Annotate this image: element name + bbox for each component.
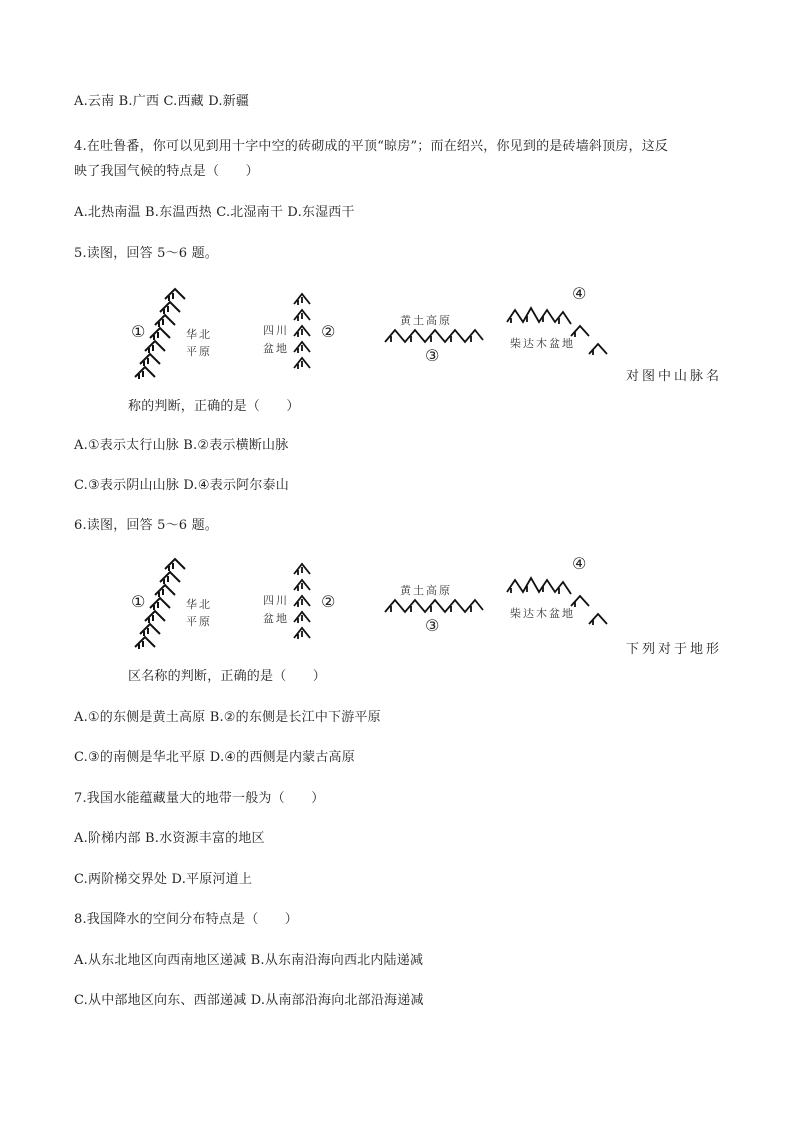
q5-options-line2: C.③表示阴山山脉 D.④表示阿尔泰山	[74, 478, 289, 493]
label-qaidam-basin: 柴达木盆地	[510, 607, 575, 620]
q8-stem: 8.我国降水的空间分布特点是（ ）	[74, 912, 299, 927]
q4-options: A.北热南温 B.东温西热 C.北湿南干 D.东湿西干	[74, 205, 355, 220]
mountain-range-3-icon	[383, 592, 483, 616]
marker-4: ④	[572, 554, 587, 573]
q6-intro: 6.读图，回答 5～6 题。	[74, 518, 219, 533]
label-loess-plateau: 黄土高原	[400, 584, 452, 597]
marker-1: ①	[131, 322, 146, 341]
marker-2: ②	[321, 592, 336, 611]
mountain-range-3-icon	[383, 322, 483, 346]
q8-options-line1: A.从东北地区向西南地区递减 B.从东南沿海向西北内陆递减	[74, 953, 424, 968]
q7-stem: 7.我国水能蕴藏量大的地带一般为（ ）	[74, 791, 325, 806]
mountain-figure-q6	[125, 552, 635, 652]
label-sichuan-basin-l2: 盆地	[263, 342, 289, 355]
q7-options-line2: C.两阶梯交界处 D.平原河道上	[74, 872, 253, 887]
q4-stem-line2: 映了我国气候的特点是（ ）	[74, 164, 259, 179]
q8-options-line2: C.从中部地区向东、西部递减 D.从南部沿海向北部沿海递减	[74, 993, 424, 1008]
q3-options: A.云南 B.广西 C.西藏 D.新疆	[74, 94, 250, 109]
q6-stem-cont: 区名称的判断，正确的是（ ）	[128, 669, 327, 684]
marker-4: ④	[572, 284, 587, 303]
label-north-china-plain-l2: 平原	[186, 615, 212, 628]
label-qaidam-basin: 柴达木盆地	[510, 337, 575, 350]
q5-options-line1: A.①表示太行山脉 B.②表示横断山脉	[74, 438, 289, 453]
q7-options-line1: A.阶梯内部 B.水资源丰富的地区	[74, 831, 265, 846]
q5-stem-cont: 称的判断，正确的是（ ）	[128, 399, 300, 414]
q6-options-line2: C.③的南侧是华北平原 D.④的西侧是内蒙古高原	[74, 750, 355, 765]
label-north-china-plain-l1: 华北	[186, 328, 212, 341]
marker-1: ①	[131, 592, 146, 611]
marker-3: ③	[425, 346, 440, 365]
mountain-figure-q5	[125, 282, 635, 382]
label-loess-plateau: 黄土高原	[400, 314, 452, 327]
q5-intro: 5.读图，回答 5～6 题。	[74, 246, 219, 261]
label-sichuan-basin-l1: 四川	[263, 594, 289, 607]
q6-stem-right: 下列对于地形	[626, 642, 723, 657]
q5-stem-right: 对图中山脉名	[626, 369, 723, 384]
label-north-china-plain-l2: 平原	[186, 345, 212, 358]
marker-2: ②	[321, 322, 336, 341]
label-sichuan-basin-l1: 四川	[263, 324, 289, 337]
label-sichuan-basin-l2: 盆地	[263, 612, 289, 625]
label-north-china-plain-l1: 华北	[186, 598, 212, 611]
q4-stem-line1: 4.在吐鲁番，你可以见到用十字中空的砖砌成的平顶“晾房”；而在绍兴，你见到的是砖墙斜顶房，这反	[74, 139, 669, 154]
q6-options-line1: A.①的东侧是黄土高原 B.②的东侧是长江中下游平原	[74, 710, 381, 725]
mountain-range-2-icon	[290, 282, 320, 382]
mountain-range-2-icon	[290, 552, 320, 652]
marker-3: ③	[425, 616, 440, 635]
